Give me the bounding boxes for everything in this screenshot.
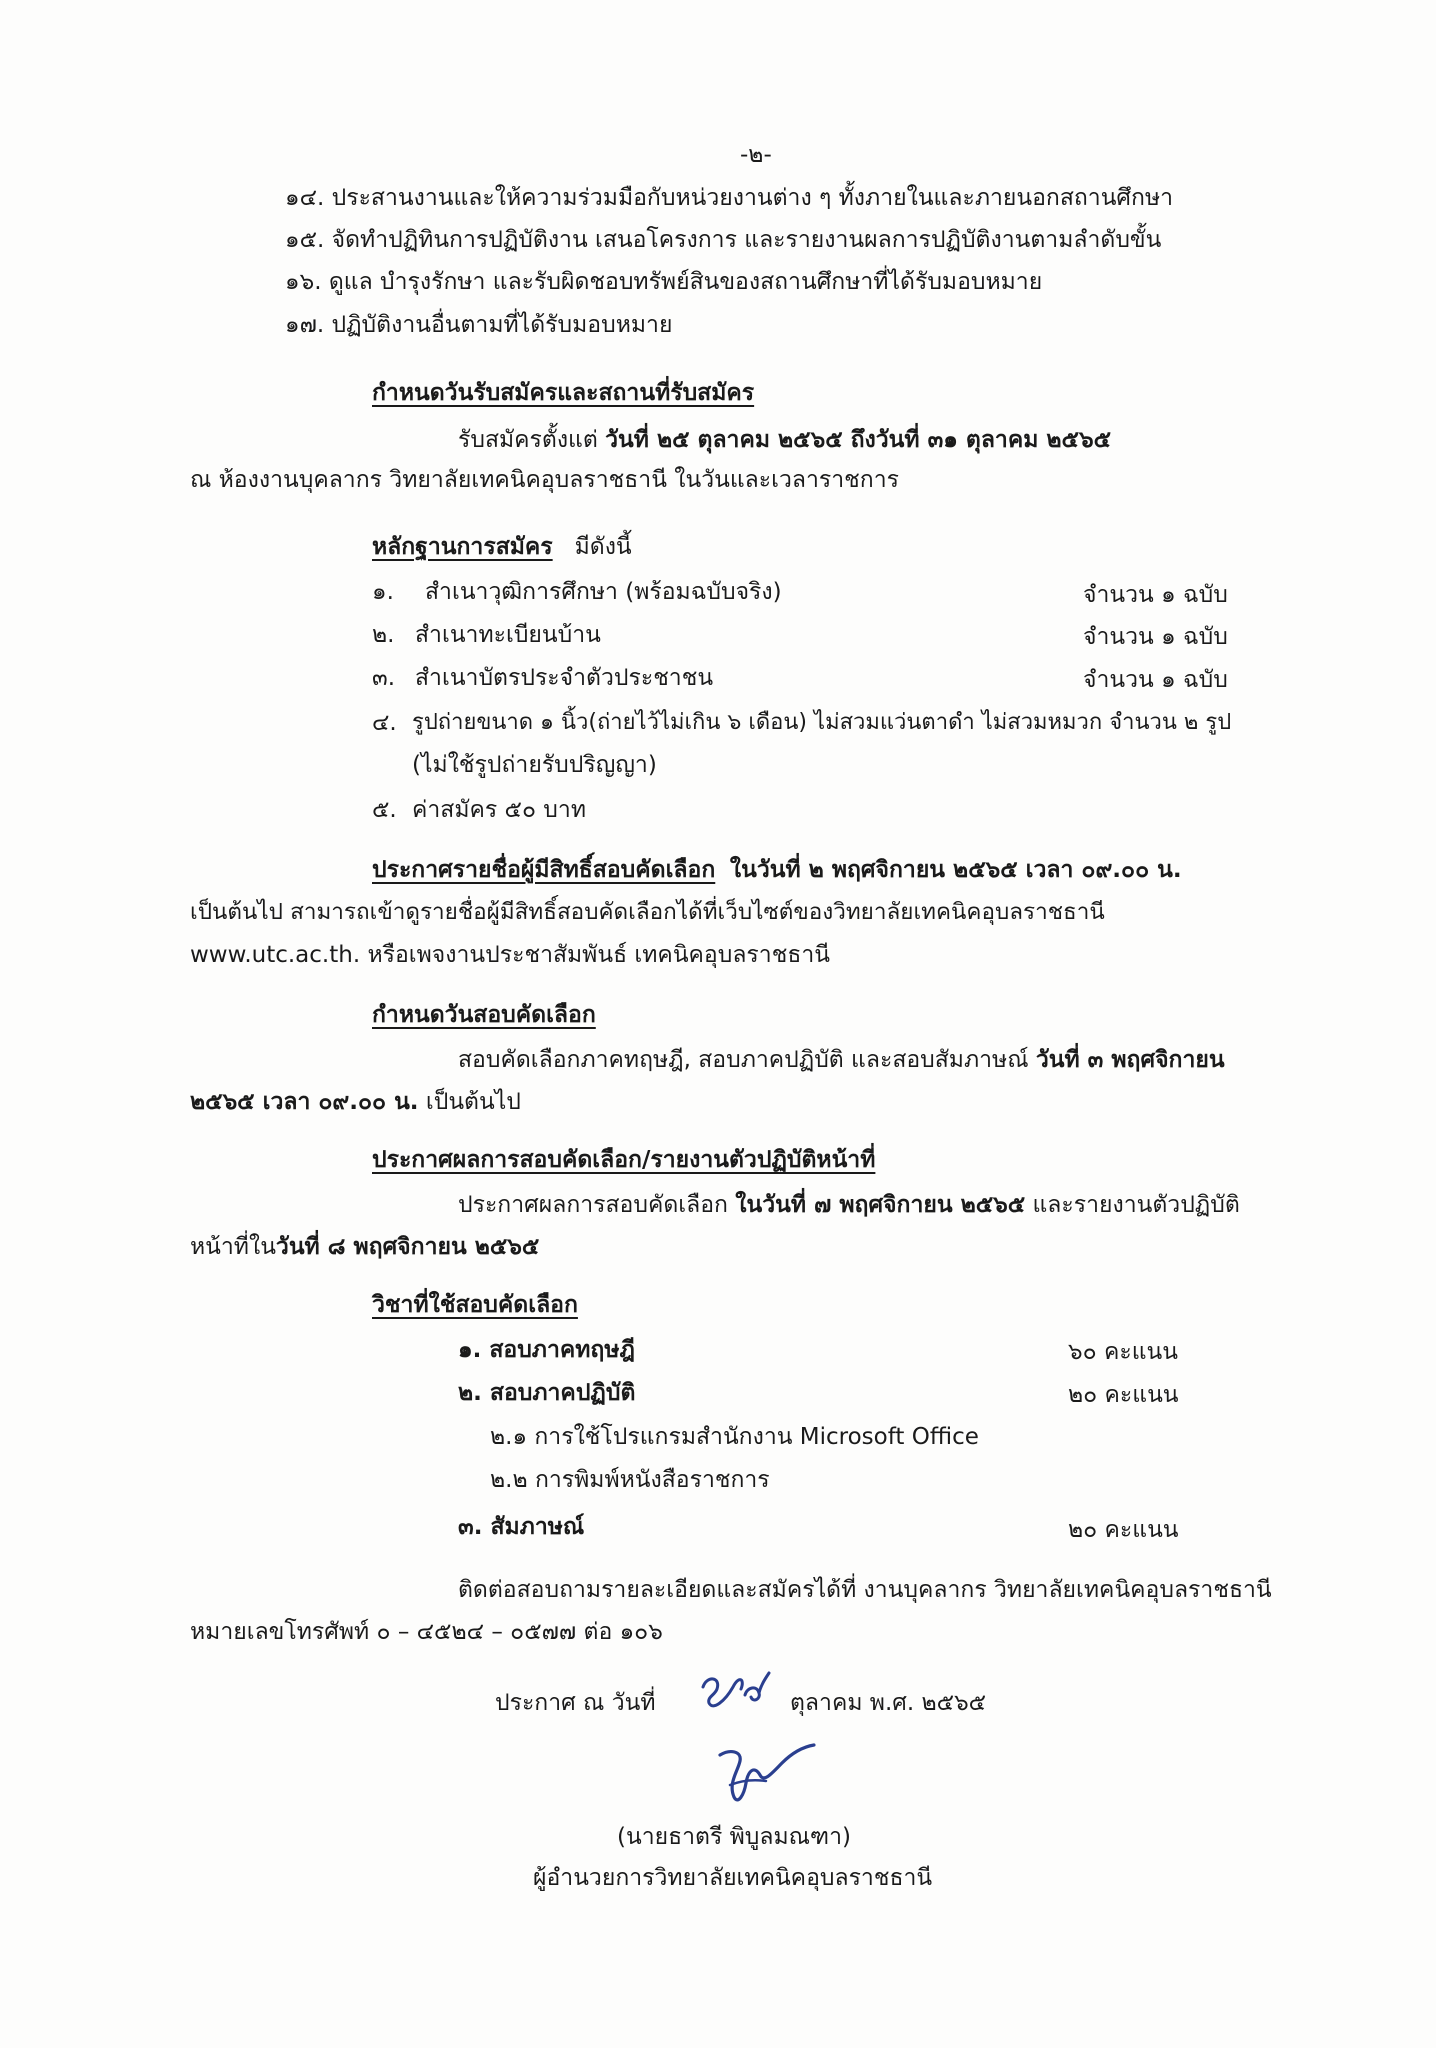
results-line2 bbox=[190, 1232, 539, 1262]
eligible-heading-line bbox=[372, 855, 1182, 885]
eligible-line: www.utc.ac.th. หรือเพจงานประชาสัมพันธ์ เทคนิคอุบลราชธานี bbox=[190, 942, 830, 968]
signatory-name: (นายธาตรี พิบูลมณฑา) bbox=[617, 1824, 851, 1850]
exam-date-heading: กำหนดวันสอบคัดเลือก bbox=[372, 1002, 596, 1028]
evidence-num: ๓. bbox=[372, 665, 396, 691]
evidence-heading: หลักฐานการสมัคร bbox=[372, 534, 553, 560]
subject-item: ๓. สัมภาษณ์ bbox=[458, 1514, 585, 1540]
application-dates-range: วันที่ ๒๕ ตุลาคม ๒๕๖๕ ถึงวันที่ ๓๑ ตุลาคม ๒๕๖๕ bbox=[605, 427, 1111, 453]
contact-line: ติดต่อสอบถามรายละเอียดและสมัครได้ที่ งานบุคลากร วิทยาลัยเทคนิคอุบลราชธานี bbox=[458, 1577, 1272, 1603]
duty-item: ๑๕. จัดทำปฏิทินการปฏิบัติงาน เสนอโครงการ และรายงานผลการปฏิบัติงานตามลำดับขั้น bbox=[285, 227, 1162, 253]
results-line2-prefix: หน้าที่ใน bbox=[190, 1234, 276, 1260]
subject-item: ๒. สอบภาคปฏิบัติ bbox=[458, 1380, 636, 1406]
subject-score: ๖๐ คะแนน bbox=[1068, 1339, 1178, 1365]
eligible-heading: ประกาศรายชื่อผู้มีสิทธิ์สอบคัดเลือก bbox=[372, 857, 716, 883]
announcement-prefix: ประกาศ ณ วันที่ bbox=[495, 1690, 656, 1716]
subject-item: ๑. สอบภาคทฤษฎี bbox=[458, 1337, 635, 1363]
evidence-qty: จำนวน ๑ ฉบับ bbox=[1083, 624, 1228, 650]
evidence-num: ๕. bbox=[372, 797, 397, 823]
subjects-heading: วิชาที่ใช้สอบคัดเลือก bbox=[372, 1292, 578, 1318]
exam-date-line2 bbox=[190, 1087, 521, 1117]
evidence-num: ๑. bbox=[372, 579, 394, 605]
exam-date-line bbox=[458, 1045, 1225, 1075]
application-dates bbox=[458, 425, 1111, 455]
evidence-text: สำเนาวุฒิการศึกษา (พร้อมฉบับจริง) bbox=[425, 579, 782, 605]
subject-sub-item: ๒.๑ การใช้โปรแกรมสำนักงาน Microsoft Office bbox=[490, 1424, 979, 1450]
evidence-text: สำเนาบัตรประจำตัวประชาชน bbox=[415, 665, 714, 691]
application-place: ณ ห้องงานบุคลากร วิทยาลัยเทคนิคอุบลราชธานี ในวันและเวลาราชการ bbox=[190, 467, 899, 493]
results-suffix: และรายงานตัวปฏิบัติ bbox=[1025, 1192, 1240, 1218]
evidence-num: ๔. bbox=[372, 710, 397, 736]
evidence-heading-line bbox=[372, 532, 632, 562]
evidence-text: รูปถ่ายขนาด ๑ นิ้ว(ถ่ายไว้ไม่เกิน ๖ เดือน) ไม่สวมแว่นตาดำ ไม่สวมหมวก จำนวน ๒ รูป bbox=[412, 710, 1232, 735]
application-heading: กำหนดวันรับสมัครและสถานที่รับสมัคร bbox=[372, 380, 755, 406]
exam-time-bold: ๒๕๖๕ เวลา ๐๙.๐๐ น. bbox=[190, 1089, 419, 1115]
results-prefix: ประกาศผลการสอบคัดเลือก bbox=[458, 1192, 736, 1218]
results-report-date: วันที่ ๘ พฤศจิกายน ๒๕๖๕ bbox=[275, 1234, 540, 1260]
subject-score: ๒๐ คะแนน bbox=[1068, 1382, 1179, 1408]
exam-date-prefix: สอบคัดเลือกภาคทฤษฎี, สอบภาคปฏิบัติ และสอบสัมภาษณ์ bbox=[458, 1047, 1036, 1073]
duty-item: ๑๔. ประสานงานและให้ความร่วมมือกับหน่วยงานต่าง ๆ ทั้งภายในและภายนอกสถานศึกษา bbox=[285, 185, 1174, 211]
eligible-line: เป็นต้นไป สามารถเข้าดูรายชื่อผู้มีสิทธิ์สอบคัดเลือกได้ที่เว็บไซต์ของวิทยาลัยเทคนิคอุบลราชธานี bbox=[190, 899, 1105, 925]
results-heading: ประกาศผลการสอบคัดเลือก/รายงานตัวปฏิบัติหน้าที่ bbox=[372, 1147, 876, 1173]
results-date: ในวันที่ ๗ พฤศจิกายน ๒๕๖๕ bbox=[735, 1192, 1026, 1218]
subject-score: ๒๐ คะแนน bbox=[1068, 1517, 1179, 1543]
subject-sub-item: ๒.๒ การพิมพ์หนังสือราชการ bbox=[490, 1467, 770, 1493]
evidence-text: สำเนาทะเบียนบ้าน bbox=[415, 622, 601, 648]
duty-item: ๑๖. ดูแล บำรุงรักษา และรับผิดชอบทรัพย์สินของสถานศึกษาที่ได้รับมอบหมาย bbox=[285, 269, 1043, 295]
contact-phone: หมายเลขโทรศัพท์ ๐ – ๔๕๒๔ – ๐๕๗๗ ต่อ ๑๐๖ bbox=[190, 1619, 663, 1645]
page-number: -๒- bbox=[740, 142, 772, 168]
announcement-suffix: ตุลาคม พ.ศ. ๒๕๖๕ bbox=[790, 1690, 987, 1716]
duty-item: ๑๗. ปฏิบัติงานอื่นตามที่ได้รับมอบหมาย bbox=[285, 312, 673, 338]
exam-date-bold: วันที่ ๓ พฤศจิกายน bbox=[1035, 1047, 1225, 1073]
director-signature bbox=[710, 1735, 820, 1810]
results-line bbox=[458, 1190, 1240, 1220]
evidence-qty: จำนวน ๑ ฉบับ bbox=[1083, 582, 1228, 608]
handwritten-day-number bbox=[695, 1665, 775, 1720]
eligible-date: ในวันที่ ๒ พฤศจิกายน ๒๕๖๕ เวลา ๐๙.๐๐ น. bbox=[729, 857, 1182, 883]
exam-time-suffix: เป็นต้นไป bbox=[418, 1089, 521, 1115]
evidence-heading-suffix: มีดังนี้ bbox=[574, 534, 632, 560]
signatory-title: ผู้อำนวยการวิทยาลัยเทคนิคอุบลราชธานี bbox=[533, 1865, 933, 1891]
application-dates-prefix: รับสมัครตั้งแต่ bbox=[458, 427, 606, 453]
evidence-num: ๒. bbox=[372, 622, 395, 648]
evidence-text: ค่าสมัคร ๕๐ บาท bbox=[412, 797, 586, 823]
evidence-text-cont: (ไม่ใช้รูปถ่ายรับปริญญา) bbox=[412, 752, 657, 778]
evidence-qty: จำนวน ๑ ฉบับ bbox=[1083, 667, 1228, 693]
